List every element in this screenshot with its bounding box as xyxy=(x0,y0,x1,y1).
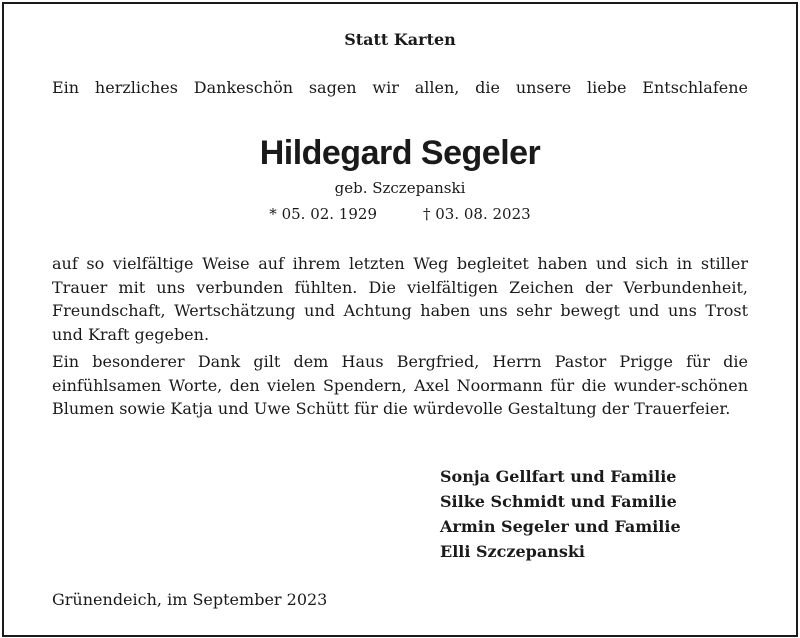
thanks-paragraph-1: auf so vielfältige Weise auf ihrem letzten Weg begleitet haben und sich in stiller Trauer mit uns verbunden fühlten. Die vielfältigen Zeichen der Verbundenheit, Freundschaft, Wertschätzung und Achtung haben uns sehr bewegt und uns Trost und Kraft gegeben. xyxy=(52,254,748,344)
place-and-date: Grünendeich, im September 2023 xyxy=(52,590,328,609)
born-name: geb. Szczepanski xyxy=(334,179,466,197)
signer: Elli Szczepanski xyxy=(440,542,586,561)
thanks-paragraph-2: Ein besonderer Dank gilt dem Haus Bergfried, Herrn Pastor Prigge für die einfühlsamen Worte, den vielen Spendern, Axel Noormann für die wunder-schönen Blumen sowie Katja und Uwe Schütt für die würdevolle Gestaltung der Trauerfeier. xyxy=(52,352,748,418)
signers-list xyxy=(440,464,760,564)
signer: Silke Schmidt und Familie xyxy=(440,492,677,511)
deceased-name: Hildegard Segeler xyxy=(259,134,541,172)
intro-text: Ein herzliches Dankeschön sagen wir allen, die unsere liebe Entschlafene xyxy=(52,78,748,97)
signer: Sonja Gellfart und Familie xyxy=(440,467,677,486)
death-date: † 03. 08. 2023 xyxy=(423,205,531,223)
signer: Armin Segeler und Familie xyxy=(440,517,681,536)
notice-heading: Statt Karten xyxy=(344,30,456,49)
birth-date: * 05. 02. 1929 xyxy=(269,205,377,223)
life-dates xyxy=(0,205,800,223)
